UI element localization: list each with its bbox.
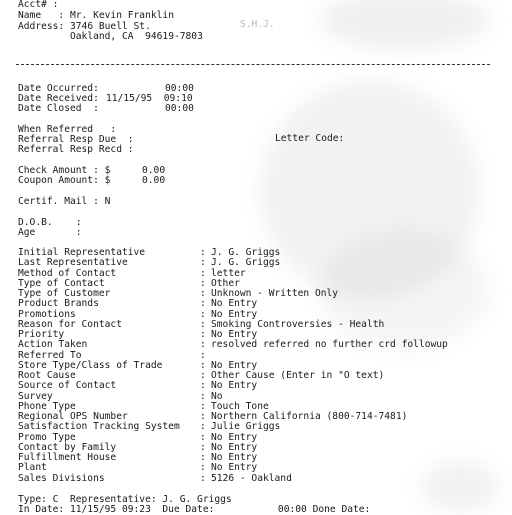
field-label: Regional OPS Number xyxy=(18,411,128,422)
age-label: Age : xyxy=(18,227,82,238)
address-label: Address: xyxy=(18,21,65,32)
field-value: No Entry xyxy=(211,380,258,391)
stamp-text: S.H.J. xyxy=(240,19,275,30)
acct-label: Acct# : xyxy=(18,0,59,10)
date-occurred-label: Date Occurred: xyxy=(18,83,99,94)
field-separator: : xyxy=(200,298,206,309)
field-label: Satisfaction Tracking System xyxy=(18,421,180,432)
field-separator: : xyxy=(200,257,206,268)
date-received-label: Date Received: xyxy=(18,93,99,104)
address-line-2: Oakland, CA 94619-7803 xyxy=(70,31,203,42)
field-value: No Entry xyxy=(211,329,258,340)
field-separator: : xyxy=(200,350,206,361)
letter-code-label: Letter Code: xyxy=(275,133,345,144)
field-value: No Entry xyxy=(211,432,258,443)
field-separator: : xyxy=(200,309,206,320)
field-value: Unknown - Written Only xyxy=(211,288,339,299)
field-value: No Entry xyxy=(211,298,258,309)
footer-type-line: Type: C Representative: J. G. Griggs xyxy=(18,494,232,505)
smudge-artifact xyxy=(320,230,490,350)
field-label: Initial Representative xyxy=(18,247,146,258)
dob-label: D.O.B. : xyxy=(18,217,82,228)
field-label: Referred To xyxy=(18,350,82,361)
field-value: Julie Griggs xyxy=(211,421,281,432)
field-value: No Entry xyxy=(211,442,258,453)
field-value: No xyxy=(211,391,223,402)
smudge-artifact xyxy=(420,460,500,512)
field-separator: : xyxy=(200,278,206,289)
smudge-artifact xyxy=(260,80,480,300)
name-label: Name : xyxy=(18,10,65,21)
field-label: Product Brands xyxy=(18,298,99,309)
field-separator: : xyxy=(200,380,206,391)
field-label: Promotions xyxy=(18,309,76,320)
check-amount-value: 0.00 xyxy=(142,165,166,176)
field-separator: : xyxy=(200,401,206,412)
field-value: resolved referred no further crd followup xyxy=(211,339,448,350)
field-separator: : xyxy=(200,329,206,340)
field-label: Fulfillment House xyxy=(18,452,117,463)
field-label: Phone Type xyxy=(18,401,76,412)
field-separator: : xyxy=(200,473,206,484)
field-value: Smoking Controversies - Health xyxy=(211,319,385,330)
field-separator: : xyxy=(200,339,206,350)
field-value: Touch Tone xyxy=(211,401,269,412)
field-value: J. G. Griggs xyxy=(211,257,281,268)
field-separator: : xyxy=(200,411,206,422)
field-separator: : xyxy=(200,319,206,330)
field-separator: : xyxy=(200,288,206,299)
referral-resp-recd-label: Referral Resp Recd : xyxy=(18,144,134,155)
field-separator: : xyxy=(200,432,206,443)
field-value: No Entry xyxy=(211,462,258,473)
field-label: Store Type/Class of Trade xyxy=(18,360,163,371)
field-label: Root Cause xyxy=(18,370,76,381)
field-value: J. G. Griggs xyxy=(211,247,281,258)
field-label: Plant xyxy=(18,462,47,473)
date-occurred-value: 00:00 xyxy=(165,83,194,94)
field-separator: : xyxy=(200,247,206,258)
field-label: Sales Divisions xyxy=(18,473,105,484)
coupon-amount-value: 0.00 xyxy=(142,175,166,186)
smudge-artifact xyxy=(320,0,490,50)
referral-resp-due-label: Referral Resp Due : xyxy=(18,134,134,145)
field-value: Other Cause (Enter in "O text) xyxy=(211,370,385,381)
field-separator: : xyxy=(200,421,206,432)
field-separator: : xyxy=(200,360,206,371)
field-label: Type of Customer xyxy=(18,288,111,299)
field-label: Priority xyxy=(18,329,65,340)
name-value: Mr. Kevin Franklin xyxy=(70,10,174,21)
field-value: Northern California (800-714-7481) xyxy=(211,411,408,422)
field-label: Reason for Contact xyxy=(18,319,122,330)
field-separator: : xyxy=(200,452,206,463)
field-label: Last Representative xyxy=(18,257,128,268)
field-separator: : xyxy=(200,370,206,381)
section-divider xyxy=(16,64,490,65)
field-separator: : xyxy=(200,391,206,402)
field-value: No Entry xyxy=(211,452,258,463)
certif-mail-line: Certif. Mail : N xyxy=(18,196,111,207)
field-value: letter xyxy=(211,268,246,279)
field-value: 5126 - Oakland xyxy=(211,473,292,484)
date-received-value: 11/15/95 09:10 xyxy=(106,93,193,104)
coupon-amount-label: Coupon Amount: $ xyxy=(18,175,111,186)
field-label: Method of Contact xyxy=(18,268,117,279)
field-label: Source of Contact xyxy=(18,380,117,391)
field-label: Promo Type xyxy=(18,432,76,443)
field-separator: : xyxy=(200,442,206,453)
field-value: Other xyxy=(211,278,240,289)
field-label: Type of Contact xyxy=(18,278,105,289)
field-value: No Entry xyxy=(211,360,258,371)
date-closed-label: Date Closed : xyxy=(18,103,99,114)
when-referred-label: When Referred : xyxy=(18,124,117,135)
field-label: Contact by Family xyxy=(18,442,117,453)
check-amount-label: Check Amount : $ xyxy=(18,165,111,176)
field-label: Action Taken xyxy=(18,339,88,350)
address-line-1: 3746 Buell St. xyxy=(70,21,151,32)
field-separator: : xyxy=(200,268,206,279)
date-closed-value: 00:00 xyxy=(165,103,194,114)
footer-in-date-line: In Date: 11/15/95 09:23 Due Date: 00:00 Done Date: xyxy=(18,504,371,515)
field-value: No Entry xyxy=(211,309,258,320)
field-label: Survey xyxy=(18,391,53,402)
field-separator: : xyxy=(200,462,206,473)
